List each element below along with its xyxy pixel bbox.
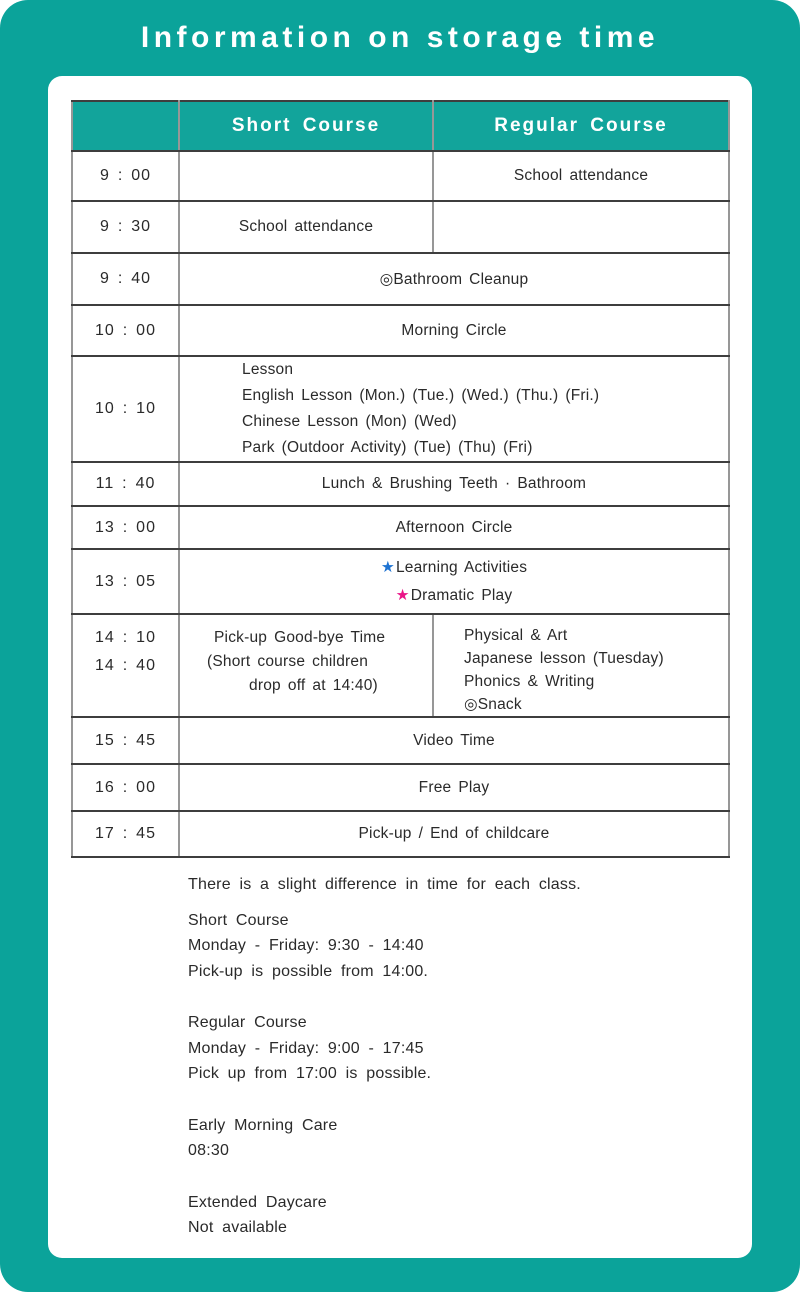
time-label: 17 : 45 bbox=[95, 825, 156, 842]
activity-line: Lunch & Brushing Teeth · Bathroom bbox=[321, 475, 587, 492]
activity-line: (Short course children bbox=[207, 653, 369, 670]
time-label: 16 : 00 bbox=[95, 778, 156, 796]
time-cell bbox=[72, 614, 179, 717]
time-label: 10 : 10 bbox=[95, 400, 156, 417]
activity-line: English Lesson (Mon.) (Tue.) (Wed.) (Thu.) (Fri.) bbox=[242, 387, 600, 404]
activity-cell bbox=[179, 253, 729, 305]
activity-cell bbox=[433, 201, 729, 253]
activity-line: Japanese lesson (Tuesday) bbox=[464, 650, 664, 667]
header-regular-course: Regular Course bbox=[433, 101, 729, 151]
table-row bbox=[72, 305, 729, 356]
notes-line: Short Course bbox=[188, 911, 289, 929]
activity-line: Park (Outdoor Activity) (Tue) (Thu) (Fri) bbox=[242, 439, 533, 456]
notes-line: 08:30 bbox=[188, 1142, 230, 1159]
time-cell bbox=[72, 305, 179, 356]
activity-line: Chinese Lesson (Mon) (Wed) bbox=[242, 413, 457, 430]
activity-cell bbox=[179, 151, 433, 201]
notes-line: Monday - Friday: 9:00 - 17:45 bbox=[188, 1039, 424, 1057]
notes-line: Early Morning Care bbox=[188, 1116, 338, 1134]
table-row bbox=[72, 151, 729, 201]
activity-line: School attendance bbox=[513, 167, 649, 184]
star-icon: ★ bbox=[380, 558, 395, 576]
notes-line: Regular Course bbox=[188, 1014, 307, 1031]
activity-cell bbox=[179, 614, 433, 717]
activity-line: Morning Circle bbox=[401, 321, 507, 339]
notes-section bbox=[188, 872, 728, 1267]
table-row bbox=[72, 549, 729, 614]
header-short-course: Short Course bbox=[179, 101, 433, 151]
time-label: 10 : 00 bbox=[95, 321, 156, 339]
notes-block bbox=[188, 1113, 728, 1164]
time-cell bbox=[72, 151, 179, 201]
table-row bbox=[72, 506, 729, 549]
page-title: Information on storage time bbox=[140, 21, 660, 54]
table-row bbox=[72, 201, 729, 253]
time-cell bbox=[72, 549, 179, 614]
notes-block bbox=[188, 908, 728, 985]
header-time-cell bbox=[72, 101, 179, 151]
time-label: 9 : 30 bbox=[99, 218, 152, 235]
time-cell bbox=[72, 811, 179, 857]
table-header-row bbox=[72, 101, 729, 151]
table-row bbox=[72, 764, 729, 811]
time-cell bbox=[72, 764, 179, 811]
table-row bbox=[72, 462, 729, 506]
activity-line: ◎Snack bbox=[464, 696, 522, 713]
activity-cell bbox=[179, 717, 729, 764]
activity-line: Physical & Art bbox=[464, 627, 568, 644]
time-label: 13 : 05 bbox=[95, 572, 156, 590]
notes-intro: There is a slight difference in time for each class. bbox=[188, 876, 581, 893]
notes-block bbox=[188, 1010, 728, 1087]
time-label: 11 : 40 bbox=[95, 475, 156, 492]
activity-cell bbox=[179, 549, 729, 614]
activity-line: Pick-up Good-bye Time bbox=[207, 629, 386, 646]
activity-cell bbox=[179, 764, 729, 811]
activity-line: School attendance bbox=[238, 218, 374, 235]
activity-cell bbox=[179, 305, 729, 356]
notes-line: Pick-up is possible from 14:00. bbox=[188, 962, 429, 980]
activity-cell bbox=[179, 462, 729, 506]
time-label: 9 : 40 bbox=[99, 270, 152, 287]
time-cell bbox=[72, 356, 179, 462]
table-row bbox=[72, 717, 729, 764]
notes-line: Not available bbox=[188, 1219, 288, 1236]
activity-line: ★Learning Activities bbox=[380, 558, 528, 576]
notes-line: Extended Daycare bbox=[188, 1193, 327, 1211]
activity-line: ◎Bathroom Cleanup bbox=[379, 270, 529, 288]
time-label: 9 : 00 bbox=[99, 167, 152, 184]
activity-line: drop off at 14:40) bbox=[207, 677, 378, 694]
activity-line: Pick-up / End of childcare bbox=[358, 825, 550, 842]
notes-line: Pick up from 17:00 is possible. bbox=[188, 1065, 432, 1082]
activity-line: Phonics & Writing bbox=[464, 673, 595, 690]
table-row bbox=[72, 356, 729, 462]
table-row bbox=[72, 253, 729, 305]
time-cell bbox=[72, 253, 179, 305]
time-label: 15 : 45 bbox=[95, 731, 156, 749]
activity-cell bbox=[179, 356, 729, 462]
time-label: 14 : 40 bbox=[95, 657, 156, 674]
schedule-table bbox=[71, 100, 730, 858]
activity-line: Lesson bbox=[242, 361, 294, 378]
activity-cell bbox=[179, 506, 729, 549]
table-row bbox=[72, 811, 729, 857]
notes-block bbox=[188, 1190, 728, 1241]
activity-line: Free Play bbox=[418, 778, 490, 796]
activity-cell bbox=[179, 201, 433, 253]
time-cell bbox=[72, 717, 179, 764]
table-row bbox=[72, 614, 729, 717]
time-cell bbox=[72, 506, 179, 549]
schedule-card bbox=[48, 76, 752, 1258]
star-icon: ★ bbox=[395, 586, 410, 604]
time-label: 13 : 00 bbox=[95, 518, 156, 536]
activity-line: ★Dramatic Play bbox=[395, 586, 513, 604]
activity-line: Video Time bbox=[413, 731, 495, 749]
time-cell bbox=[72, 462, 179, 506]
time-cell bbox=[72, 201, 179, 253]
time-label: 14 : 10 bbox=[95, 629, 156, 646]
notes-line: Monday - Friday: 9:30 - 14:40 bbox=[188, 937, 424, 954]
activity-cell bbox=[433, 614, 729, 717]
activity-cell bbox=[433, 151, 729, 201]
activity-cell bbox=[179, 811, 729, 857]
activity-line: Afternoon Circle bbox=[395, 518, 513, 536]
